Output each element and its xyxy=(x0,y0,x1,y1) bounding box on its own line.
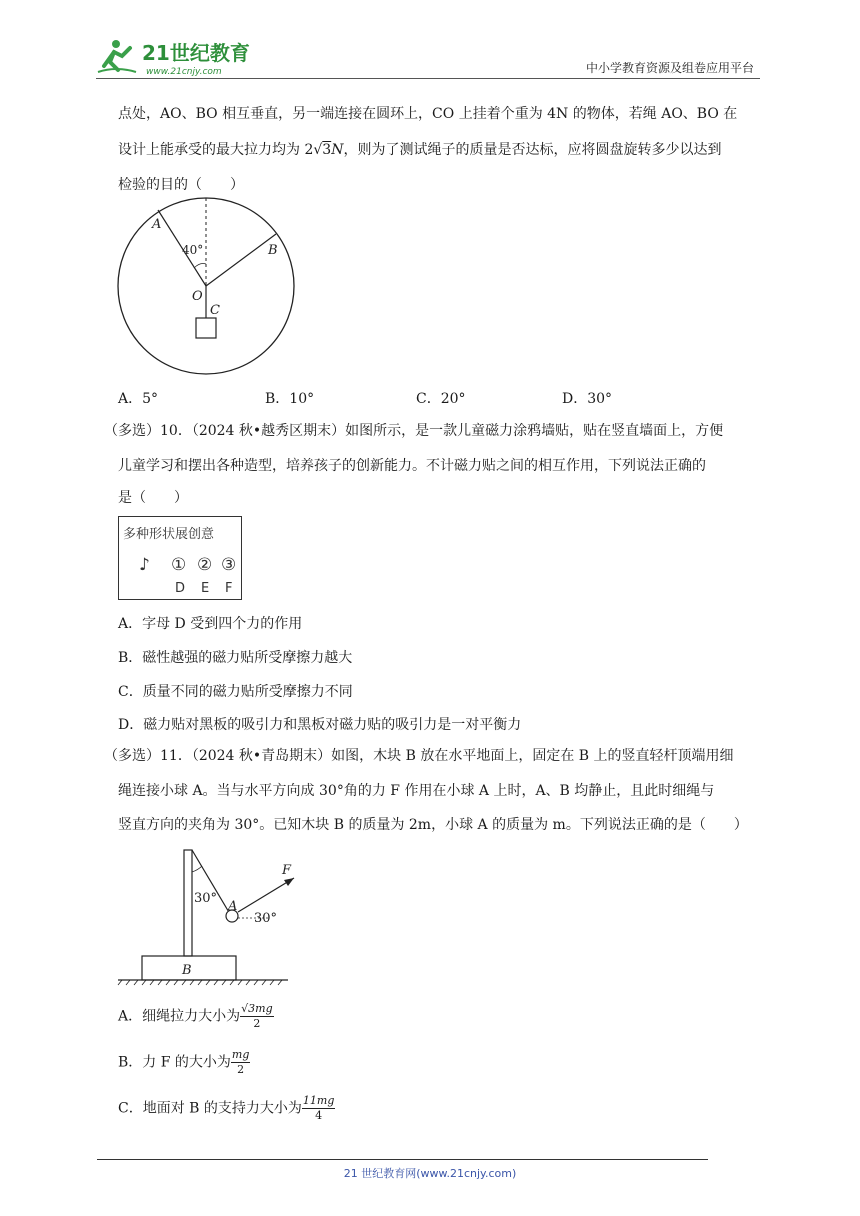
letter-d: D xyxy=(175,581,186,596)
q9-option-a: A．5° xyxy=(118,391,159,407)
q10-line-1: （多选）10．（2024 秋•越秀区期末）如图所示，是一款儿童磁力涂鸦墙贴，贴在竖直墙面上，方便 xyxy=(104,423,724,439)
header-divider xyxy=(96,78,760,79)
q11-option-c: C．地面对 B 的支持力大小为 $\frac{11mg}{4}$ xyxy=(118,1094,335,1122)
q9-option-d: D．30° xyxy=(562,391,613,407)
q11-option-b: B．力 F 的大小为 $\frac{mg}{2}$ xyxy=(118,1048,250,1076)
platform-title: 中小学教育资源及组卷应用平台 xyxy=(585,61,754,75)
q9-option-b: B．10° xyxy=(265,391,315,407)
svg-text:www.21cnjy.com: www.21cnjy.com xyxy=(146,67,222,77)
svg-text:30°: 30° xyxy=(194,891,218,906)
svg-text:A: A xyxy=(228,899,238,914)
svg-text:A: A xyxy=(152,217,162,232)
circled-three: ③ xyxy=(221,555,237,575)
svg-text:40°: 40° xyxy=(182,243,204,257)
q10-option-c: C．质量不同的磁力贴所受摩擦力不同 xyxy=(118,684,353,700)
q10-option-b: B．磁性越强的磁力贴所受摩擦力越大 xyxy=(118,650,353,666)
site-logo xyxy=(96,36,266,80)
runner-icon xyxy=(98,40,136,72)
svg-text:30°: 30° xyxy=(254,911,278,926)
svg-text:B: B xyxy=(182,963,192,978)
q9-line-1: 点处，AO、BO 相互垂直，另一端连接在圆环上，CO 上挂着个重为 4N 的物体，若绳 AO、BO 在 xyxy=(118,106,738,122)
svg-text:21世纪教育: 21世纪教育 xyxy=(142,41,250,65)
q11-line-2: 绳连接小球 A。当与水平方向成 30°角的力 F 作用在小球 A 上时，A、B 均静止，且此时细绳与 xyxy=(118,783,715,799)
music-note-icon: ♪ xyxy=(139,555,150,575)
fraction-b: $\frac{mg}{2}$ xyxy=(231,1048,250,1076)
sqrt-symbol: √ xyxy=(313,142,323,158)
q9-line-3: 检验的目的（ ） xyxy=(118,177,244,193)
svg-text:C: C xyxy=(210,303,220,318)
sticker-title: 多种形状展创意 xyxy=(123,527,215,542)
footer-divider xyxy=(97,1159,708,1160)
q11-option-a: A．细绳拉力大小为 $\frac{√3mg}{2}$ xyxy=(118,1002,273,1030)
fraction-a: $\frac{√3mg}{2}$ xyxy=(241,1002,273,1030)
footer-link[interactable]: 21 世纪教育网(www.21cnjy.com) xyxy=(343,1167,517,1180)
letter-e: E xyxy=(201,581,210,596)
q10-option-a: A．字母 D 受到四个力的作用 xyxy=(118,616,303,632)
svg-text:B: B xyxy=(268,243,278,258)
svg-text:O: O xyxy=(192,289,203,304)
q9-option-c: C．20° xyxy=(416,391,466,407)
pole-ball-figure xyxy=(116,846,316,986)
circled-two: ② xyxy=(197,555,213,575)
magnet-sticker-figure xyxy=(118,516,242,600)
q11-line-1: （多选）11．（2024 秋•青岛期末）如图，木块 B 放在水平地面上，固定在 B 上的竖直轻杆顶端用细 xyxy=(104,748,734,764)
circled-one: ① xyxy=(171,555,187,575)
q10-line-3: 是（ ） xyxy=(118,490,188,506)
letter-f: F xyxy=(225,581,233,596)
q9-line-2: 设计上能承受的最大拉力均为 2√3N，则为了测试绳子的质量是否达标，应将圆盘旋转多少以达到 xyxy=(118,142,722,158)
q11-line-3: 竖直方向的夹角为 30°。已知木块 B 的质量为 2m，小球 A 的质量为 m。下列说法正确的是（ ） xyxy=(118,817,748,833)
fraction-c: $\frac{11mg}{4}$ xyxy=(302,1094,335,1122)
svg-text:F: F xyxy=(282,863,292,878)
q10-option-d: D．磁力贴对黑板的吸引力和黑板对磁力贴的吸引力是一对平衡力 xyxy=(118,717,522,733)
q10-line-2: 儿童学习和摆出各种造型，培养孩子的创新能力。不计磁力贴之间的相互作用，下列说法正确的 xyxy=(118,458,706,474)
circle-disk-figure xyxy=(116,196,300,376)
